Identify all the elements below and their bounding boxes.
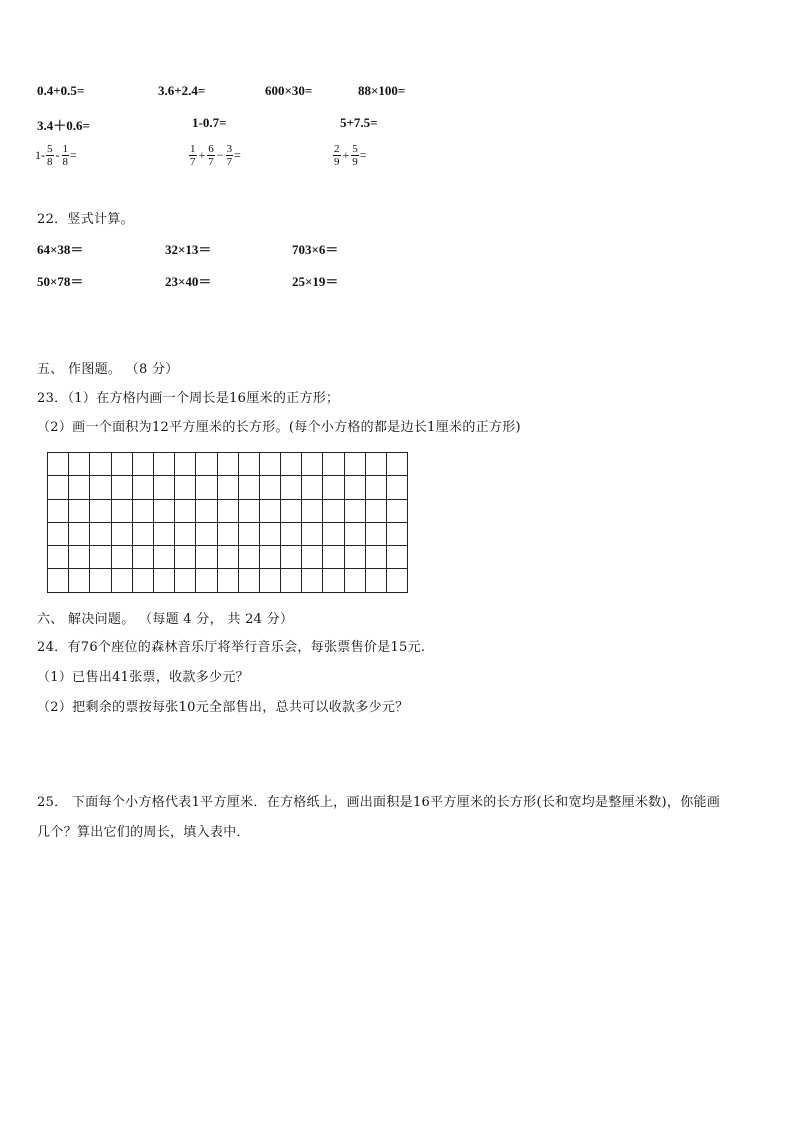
- grid-cell[interactable]: [281, 500, 302, 523]
- grid-cell[interactable]: [345, 546, 366, 569]
- grid-cell[interactable]: [196, 476, 217, 499]
- grid-cell[interactable]: [366, 523, 387, 546]
- calc-23-times-40: 23×40＝: [165, 274, 212, 289]
- calc-3-6-plus-2-4: 3.6+2.4=: [158, 83, 206, 98]
- calc-600-times-30: 600×30=: [265, 83, 313, 98]
- grid-cell[interactable]: [48, 500, 69, 523]
- grid-cell[interactable]: [323, 546, 344, 569]
- grid-cell[interactable]: [69, 569, 90, 592]
- grid-cell[interactable]: [302, 569, 323, 592]
- grid-cell[interactable]: [345, 476, 366, 499]
- grid-cell[interactable]: [281, 569, 302, 592]
- expr-lead: 1-: [35, 148, 45, 162]
- grid-cell[interactable]: [133, 476, 154, 499]
- grid-cell[interactable]: [48, 569, 69, 592]
- grid-cell[interactable]: [323, 523, 344, 546]
- grid-cell[interactable]: [175, 500, 196, 523]
- grid-cell[interactable]: [218, 453, 239, 476]
- grid-cell[interactable]: [154, 523, 175, 546]
- question-25-line-1: 25． 下面每个小方格代表1平方厘米．在方格纸上，画出面积是16平方厘米的长方形(长和宽均是整厘米数)，你能画: [37, 795, 721, 810]
- grid-cell[interactable]: [175, 523, 196, 546]
- grid-cell[interactable]: [48, 476, 69, 499]
- denominator: 8: [47, 156, 53, 168]
- grid-cell[interactable]: [90, 500, 111, 523]
- grid-cell[interactable]: [90, 569, 111, 592]
- grid-cell[interactable]: [69, 500, 90, 523]
- grid-cell[interactable]: [366, 569, 387, 592]
- numerator: 2: [334, 143, 340, 155]
- question-24: 24．有76个座位的森林音乐厅将举行音乐会，每张票售价是15元.: [37, 640, 426, 655]
- grid-cell[interactable]: [239, 523, 260, 546]
- numerator: 5: [352, 143, 358, 155]
- fraction: [46, 143, 54, 168]
- grid-cell[interactable]: [133, 569, 154, 592]
- grid-cell[interactable]: [387, 523, 408, 546]
- calc-703-times-6: 703×6＝: [292, 242, 339, 257]
- grid-cell[interactable]: [112, 453, 133, 476]
- grid-cell[interactable]: [133, 453, 154, 476]
- denominator: 7: [190, 156, 196, 168]
- grid-cell[interactable]: [345, 500, 366, 523]
- grid-cell[interactable]: [154, 546, 175, 569]
- grid-cell[interactable]: [196, 569, 217, 592]
- question-25-line-2: 几个？算出它们的周长，填入表中．: [37, 825, 250, 840]
- grid-cell[interactable]: [302, 500, 323, 523]
- grid-cell[interactable]: [196, 500, 217, 523]
- calc-25-times-19: 25×19＝: [292, 274, 339, 289]
- grid-cell[interactable]: [260, 476, 281, 499]
- grid-cell[interactable]: [90, 476, 111, 499]
- denominator: 9: [352, 156, 358, 168]
- grid-cell[interactable]: [260, 546, 281, 569]
- grid-cell[interactable]: [239, 453, 260, 476]
- grid-cell[interactable]: [112, 546, 133, 569]
- grid-cell[interactable]: [112, 569, 133, 592]
- grid-cell[interactable]: [260, 500, 281, 523]
- grid-cell[interactable]: [302, 546, 323, 569]
- grid-cell[interactable]: [69, 453, 90, 476]
- grid-cell[interactable]: [218, 476, 239, 499]
- grid-cell[interactable]: [133, 500, 154, 523]
- question-24-part-2: （2）把剩余的票按每张10元全部售出，总共可以收款多少元？: [37, 700, 409, 715]
- grid-cell[interactable]: [69, 546, 90, 569]
- grid-cell[interactable]: [281, 453, 302, 476]
- equals-sign: =: [234, 148, 241, 162]
- grid-cell[interactable]: [387, 453, 408, 476]
- grid-cell[interactable]: [112, 476, 133, 499]
- numerator: 1: [190, 143, 196, 155]
- operator: -: [55, 148, 60, 162]
- grid-cell[interactable]: [175, 453, 196, 476]
- grid-cell[interactable]: [112, 500, 133, 523]
- grid-cell[interactable]: [218, 500, 239, 523]
- square-grid[interactable]: [47, 452, 408, 593]
- grid-cell[interactable]: [366, 500, 387, 523]
- calc-88-times-100: 88×100=: [358, 83, 406, 98]
- numerator: 3: [226, 143, 233, 155]
- question-23-part-2: （2）画一个面积为12平方厘米的长方形。(每个小方格的都是边长1厘米的正方形): [37, 420, 521, 435]
- grid-cell[interactable]: [48, 453, 69, 476]
- operator: −: [216, 148, 224, 162]
- grid-cell[interactable]: [90, 453, 111, 476]
- section-5-heading: 五、 作图题。 （8 分）: [37, 362, 179, 377]
- equals-sign: =: [70, 148, 77, 162]
- grid-cell[interactable]: [196, 523, 217, 546]
- grid-cell[interactable]: [154, 453, 175, 476]
- section-6-heading: 六、 解决问题。 （每题 4 分， 共 24 分）: [37, 612, 294, 627]
- grid-cell[interactable]: [366, 453, 387, 476]
- fraction: [226, 143, 234, 168]
- grid-cell[interactable]: [260, 523, 281, 546]
- fraction: [333, 143, 341, 168]
- grid-cell[interactable]: [260, 569, 281, 592]
- grid-cell[interactable]: [218, 523, 239, 546]
- grid-cell[interactable]: [90, 523, 111, 546]
- grid-cell[interactable]: [345, 453, 366, 476]
- grid-cell[interactable]: [323, 500, 344, 523]
- grid-cell[interactable]: [133, 546, 154, 569]
- grid-cell[interactable]: [281, 546, 302, 569]
- grid-cell[interactable]: [281, 476, 302, 499]
- grid-cell[interactable]: [387, 476, 408, 499]
- grid-cell[interactable]: [175, 546, 196, 569]
- grid-cell[interactable]: [48, 546, 69, 569]
- fraction-expression-3: [332, 143, 367, 168]
- operator: +: [342, 148, 350, 162]
- denominator: 7: [208, 156, 214, 168]
- fraction: [207, 143, 215, 168]
- grid-cell[interactable]: [323, 476, 344, 499]
- grid-cell[interactable]: [260, 453, 281, 476]
- calc-50-times-78: 50×78＝: [37, 274, 84, 289]
- numerator: 6: [208, 143, 214, 155]
- grid-cell[interactable]: [218, 569, 239, 592]
- question-23-part-1: 23．（1）在方格内画一个周长是16厘米的正方形；: [37, 391, 340, 406]
- question-24-part-1: （1）已售出41张票，收款多少元？: [37, 670, 249, 685]
- numerator: 5: [47, 143, 53, 155]
- grid-cell[interactable]: [175, 569, 196, 592]
- grid-cell[interactable]: [154, 569, 175, 592]
- grid-cell[interactable]: [345, 523, 366, 546]
- question-22-title: 22．竖式计算。: [37, 212, 134, 227]
- grid-cell[interactable]: [387, 500, 408, 523]
- grid-cell[interactable]: [281, 523, 302, 546]
- grid-cell[interactable]: [387, 569, 408, 592]
- grid-cell[interactable]: [175, 476, 196, 499]
- grid-cell[interactable]: [239, 476, 260, 499]
- grid-cell[interactable]: [69, 523, 90, 546]
- grid-cell[interactable]: [90, 546, 111, 569]
- calc-0-4-plus-0-5: 0.4+0.5=: [37, 83, 85, 98]
- numerator: 1: [62, 143, 68, 155]
- grid-cell[interactable]: [366, 476, 387, 499]
- fraction-expression-1: [35, 143, 77, 168]
- grid-cell[interactable]: [154, 476, 175, 499]
- grid-cell[interactable]: [302, 453, 323, 476]
- grid-cell[interactable]: [218, 546, 239, 569]
- grid-cell[interactable]: [239, 546, 260, 569]
- fraction: [189, 143, 197, 168]
- denominator: 8: [62, 156, 68, 168]
- operator: +: [198, 148, 206, 162]
- calc-3-4-plus-0-6: 3.4＋0.6=: [37, 118, 90, 133]
- fraction: [351, 143, 359, 168]
- fraction-expression-2: [188, 143, 241, 168]
- grid-cell[interactable]: [196, 546, 217, 569]
- fraction: [62, 143, 70, 168]
- equals-sign: =: [359, 148, 367, 162]
- calc-1-minus-0-7: 1-0.7=: [192, 115, 227, 130]
- calc-32-times-13: 32×13＝: [165, 242, 212, 257]
- grid-cell[interactable]: [154, 500, 175, 523]
- grid-cell[interactable]: [196, 453, 217, 476]
- grid-cell[interactable]: [69, 476, 90, 499]
- grid-cell[interactable]: [302, 523, 323, 546]
- denominator: 9: [334, 156, 340, 168]
- grid-cell[interactable]: [48, 523, 69, 546]
- grid-cell[interactable]: [387, 546, 408, 569]
- grid-cell[interactable]: [323, 569, 344, 592]
- grid-cell[interactable]: [239, 500, 260, 523]
- calc-5-plus-7-5: 5+7.5=: [340, 115, 378, 130]
- grid-cell[interactable]: [345, 569, 366, 592]
- grid-cell[interactable]: [239, 569, 260, 592]
- grid-cell[interactable]: [112, 523, 133, 546]
- grid-cell[interactable]: [323, 453, 344, 476]
- grid-cell[interactable]: [366, 546, 387, 569]
- grid-cell[interactable]: [302, 476, 323, 499]
- grid-cell[interactable]: [133, 523, 154, 546]
- denominator: 7: [226, 156, 233, 168]
- calc-64-times-38: 64×38＝: [37, 242, 84, 257]
